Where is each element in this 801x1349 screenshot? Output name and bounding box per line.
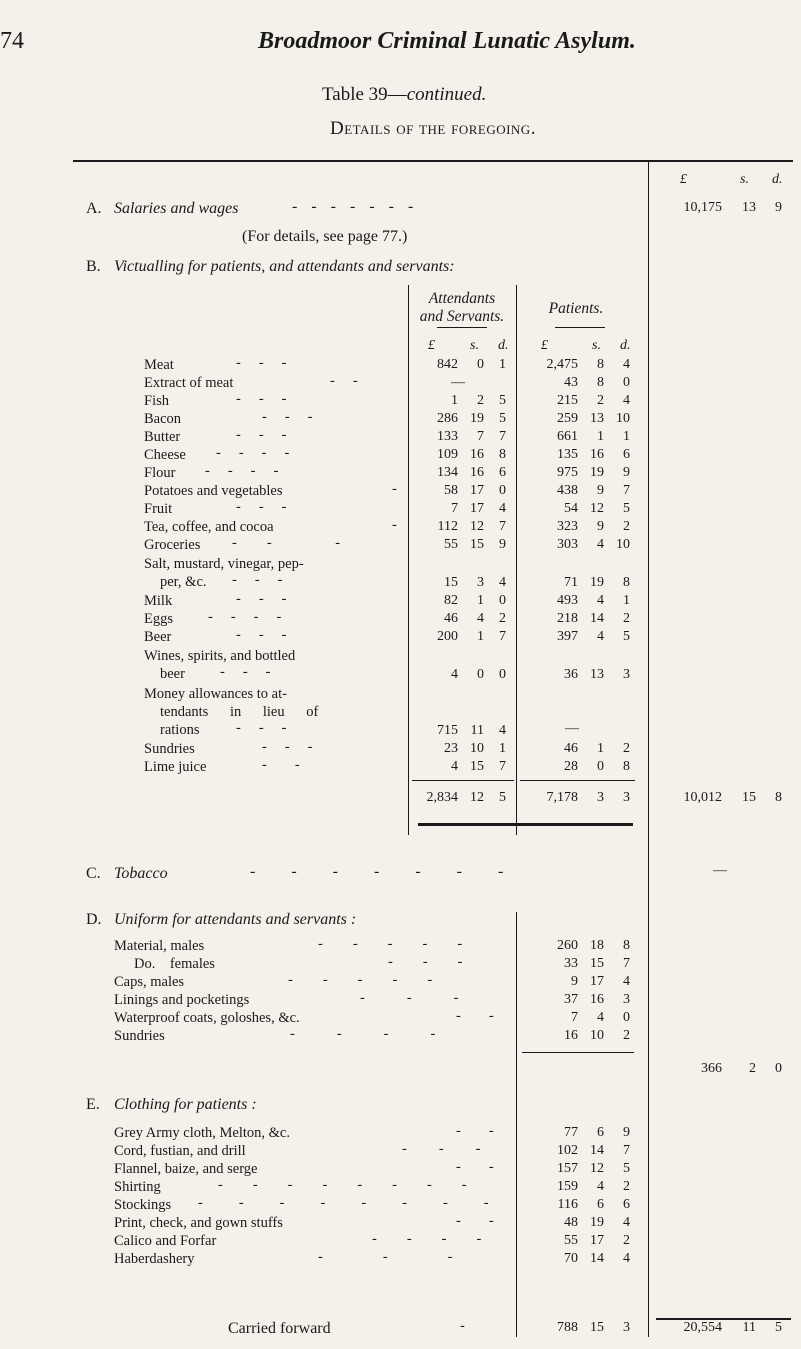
a-l: 55 xyxy=(444,537,458,552)
e-d: 6 xyxy=(623,1197,630,1212)
e-s: 14 xyxy=(590,1143,604,1158)
e-d: 5 xyxy=(623,1161,630,1176)
a-s: 7 xyxy=(477,429,484,444)
b-p-subtotal-s: 3 xyxy=(597,790,604,805)
d-d: 3 xyxy=(623,992,630,1007)
e-label: Grey Army cloth, Melton, &c. xyxy=(114,1125,290,1141)
p-l: 493 xyxy=(557,593,578,608)
d-d: 2 xyxy=(623,1028,630,1043)
e-s: 19 xyxy=(590,1215,604,1230)
p-s: 13 xyxy=(590,667,604,682)
table-title-text: Table 39— xyxy=(322,84,407,105)
dash-leader: ----- xyxy=(318,936,493,952)
carried-total-d: 5 xyxy=(775,1320,782,1335)
e-s: 17 xyxy=(590,1233,604,1248)
a-s: 11 xyxy=(470,723,484,738)
p-s: 19 xyxy=(590,465,604,480)
dash-leader: - xyxy=(460,1318,465,1334)
e-l: 70 xyxy=(564,1251,578,1266)
a-d: 1 xyxy=(499,741,506,756)
a-l: 715 xyxy=(437,723,458,738)
p-d: 2 xyxy=(623,611,630,626)
col-a-left-rule xyxy=(408,285,409,835)
p-l: 54 xyxy=(564,501,578,516)
b-a-pence: d. xyxy=(498,338,509,353)
a-l: 46 xyxy=(444,611,458,626)
dash-leader: --- xyxy=(220,664,289,680)
p-s: 19 xyxy=(590,575,604,590)
col-a-right-rule xyxy=(516,285,517,835)
e-label: Print, check, and gown stuffs xyxy=(114,1215,283,1231)
a-s: 10 xyxy=(470,741,484,756)
a-l: 109 xyxy=(437,447,458,462)
a-d: 2 xyxy=(499,611,506,626)
a-d: 5 xyxy=(499,393,506,408)
b-label: Bacon xyxy=(144,411,182,427)
b-label: Groceries xyxy=(144,537,201,553)
dash-leader: --- xyxy=(236,391,305,407)
col-attendants-header-1: Attendants xyxy=(428,290,496,307)
d-l: 37 xyxy=(564,992,578,1007)
e-d: 2 xyxy=(623,1233,630,1248)
b-label: Eggs xyxy=(144,611,173,627)
d-l: 16 xyxy=(564,1028,578,1043)
p-l: 397 xyxy=(557,629,578,644)
e-s: 6 xyxy=(597,1197,604,1212)
p-d: 8 xyxy=(623,575,630,590)
p-s: 12 xyxy=(590,501,604,516)
p-d: 0 xyxy=(623,375,630,390)
p-l: 28 xyxy=(564,759,578,774)
carried-sub-s: 15 xyxy=(590,1320,604,1335)
e-s: 14 xyxy=(590,1251,604,1266)
b-label: Wines, spirits, and bottled xyxy=(144,648,296,664)
currency-pound: £ xyxy=(680,172,687,187)
p-s: 4 xyxy=(597,537,604,552)
dash-leader: -- xyxy=(456,1008,522,1024)
p-s: 9 xyxy=(597,483,604,498)
dash-leader: -- xyxy=(456,1159,522,1175)
d-d: 4 xyxy=(623,974,630,989)
a-l: 23 xyxy=(444,741,458,756)
dash-leader: --- xyxy=(318,1249,513,1265)
b-bottom-rule xyxy=(418,823,633,826)
carried-total-l: 20,554 xyxy=(683,1320,722,1335)
total-column-rule xyxy=(648,162,649,1337)
p-d: 1 xyxy=(623,593,630,608)
b-a-subtotal-d: 5 xyxy=(499,790,506,805)
b-label: Lime juice xyxy=(144,759,207,775)
a-d: 6 xyxy=(499,465,506,480)
a-s: 1 xyxy=(477,593,484,608)
e-d: 9 xyxy=(623,1125,630,1140)
section-a-dashes: ------- xyxy=(292,198,428,215)
a-l: — xyxy=(451,375,465,390)
dash-leader: -- xyxy=(262,757,328,773)
d-s: 4 xyxy=(597,1010,604,1025)
p-d: 6 xyxy=(623,447,630,462)
a-l: 1 xyxy=(451,393,458,408)
b-label: Meat xyxy=(144,357,174,373)
d-s: 15 xyxy=(590,956,604,971)
section-c-title: Tobacco xyxy=(114,865,168,882)
d-subtotal-rule xyxy=(522,1052,634,1053)
section-a-total-d: 9 xyxy=(775,200,782,215)
b-label: Sundries xyxy=(144,741,195,757)
p-d: 8 xyxy=(623,759,630,774)
b-label: Money allowances to at- xyxy=(144,686,287,702)
b-label: Cheese xyxy=(144,447,186,463)
a-d: 7 xyxy=(499,519,506,534)
p-l: 135 xyxy=(557,447,578,462)
e-label: Shirting xyxy=(114,1179,161,1195)
p-d: 2 xyxy=(623,741,630,756)
p-l: 438 xyxy=(557,483,578,498)
b-p-subtotal-l: 7,178 xyxy=(546,790,578,805)
a-d: 4 xyxy=(499,723,506,738)
b-label: Beer xyxy=(144,629,172,645)
b-a-subtotal-l: 2,834 xyxy=(426,790,458,805)
a-d: 4 xyxy=(499,501,506,516)
table-subtitle: Details of the foregoing. xyxy=(330,118,536,139)
top-rule xyxy=(73,160,793,162)
e-d: 4 xyxy=(623,1215,630,1230)
dash-leader: --- xyxy=(232,572,301,588)
e-label: Cord, fustian, and drill xyxy=(114,1143,246,1159)
a-l: 7 xyxy=(451,501,458,516)
dash-leader: - xyxy=(392,481,397,497)
e-label: Haberdashery xyxy=(114,1251,195,1267)
dash-leader: --- xyxy=(236,591,305,607)
a-l: 134 xyxy=(437,465,458,480)
p-l: 259 xyxy=(557,411,578,426)
section-e-letter: E. xyxy=(86,1096,100,1113)
p-l: 218 xyxy=(557,611,578,626)
dash-leader: --- xyxy=(236,427,305,443)
b-label-cont: tendants in lieu of xyxy=(160,704,319,720)
dash-leader: ---- xyxy=(216,445,308,461)
p-s: 13 xyxy=(590,411,604,426)
e-l: 48 xyxy=(564,1215,578,1230)
p-d: 7 xyxy=(623,483,630,498)
currency-shillings: s. xyxy=(740,172,749,187)
p-d: 2 xyxy=(623,519,630,534)
d-label: Material, males xyxy=(114,938,205,954)
a-d: 0 xyxy=(499,593,506,608)
b-p-subtotal-d: 3 xyxy=(623,790,630,805)
e-l: 102 xyxy=(557,1143,578,1158)
p-s: 2 xyxy=(597,393,604,408)
a-s: 15 xyxy=(470,759,484,774)
table-title-continued: continued. xyxy=(406,84,487,105)
a-l: 200 xyxy=(437,629,458,644)
p-s: 8 xyxy=(597,357,604,372)
p-d: 1 xyxy=(623,429,630,444)
d-d: 8 xyxy=(623,938,630,953)
a-d: 7 xyxy=(499,759,506,774)
dash-leader: ---- xyxy=(205,463,297,479)
a-l: 15 xyxy=(444,575,458,590)
b-label: Flour xyxy=(144,465,176,481)
b-label-cont: per, &c. xyxy=(160,574,207,590)
d-s: 17 xyxy=(590,974,604,989)
a-l: 4 xyxy=(451,667,458,682)
a-d: 5 xyxy=(499,411,506,426)
e-d: 7 xyxy=(623,1143,630,1158)
b-a-subtotal-rule xyxy=(412,780,514,781)
page-number: 74 xyxy=(0,28,24,54)
a-d: 7 xyxy=(499,429,506,444)
b-label: Milk xyxy=(144,593,173,609)
p-s: 14 xyxy=(590,611,604,626)
dash-leader: - xyxy=(392,517,397,533)
dash-leader: --- xyxy=(402,1141,513,1157)
dash-leader: -------- xyxy=(198,1195,525,1211)
b-total-s: 15 xyxy=(742,790,756,805)
b-p-shillings: s. xyxy=(592,338,601,353)
e-s: 12 xyxy=(590,1161,604,1176)
a-s: 1 xyxy=(477,629,484,644)
e-l: 55 xyxy=(564,1233,578,1248)
d-l: 33 xyxy=(564,956,578,971)
dash-leader: -- xyxy=(456,1213,522,1229)
section-c-letter: C. xyxy=(86,865,101,882)
d-label: Caps, males xyxy=(114,974,185,990)
section-c-dashes: ------- xyxy=(250,863,540,880)
e-s: 4 xyxy=(597,1179,604,1194)
running-title: Broadmoor Criminal Lunatic Asylum. xyxy=(258,28,636,54)
d-s: 16 xyxy=(590,992,604,1007)
p-l: 46 xyxy=(564,741,578,756)
p-l: — xyxy=(565,721,579,736)
p-l: 36 xyxy=(564,667,578,682)
a-l: 842 xyxy=(437,357,458,372)
a-l: 4 xyxy=(451,759,458,774)
b-total-l: 10,012 xyxy=(683,790,722,805)
dash-leader: --- xyxy=(236,499,305,515)
e-l: 77 xyxy=(564,1125,578,1140)
a-d: 9 xyxy=(499,537,506,552)
d-l: 9 xyxy=(571,974,578,989)
d-label: Linings and pocketings xyxy=(114,992,250,1008)
dash-leader: --- xyxy=(236,627,305,643)
a-l: 58 xyxy=(444,483,458,498)
b-label-cont: beer xyxy=(160,666,185,682)
a-l: 82 xyxy=(444,593,458,608)
b-a-shillings: s. xyxy=(470,338,479,353)
a-d: 7 xyxy=(499,629,506,644)
p-l: 323 xyxy=(557,519,578,534)
e-d: 2 xyxy=(623,1179,630,1194)
d-l: 7 xyxy=(571,1010,578,1025)
section-b-title: Victualling for patients, and attendants and servants: xyxy=(114,258,455,275)
e-l: 157 xyxy=(557,1161,578,1176)
p-d: 4 xyxy=(623,393,630,408)
p-s: 9 xyxy=(597,519,604,534)
section-a-total-l: 10,175 xyxy=(683,200,722,215)
p-d: 3 xyxy=(623,667,630,682)
p-l: 215 xyxy=(557,393,578,408)
dash-leader: -- xyxy=(330,373,376,389)
p-l: 2,475 xyxy=(546,357,578,372)
dash-leader: --- xyxy=(262,409,331,425)
col-attendants-header-2: and Servants. xyxy=(419,308,505,325)
d-s: 18 xyxy=(590,938,604,953)
a-l: 286 xyxy=(437,411,458,426)
section-d-title: Uniform for attendants and servants : xyxy=(114,911,357,928)
d-label: Do. females xyxy=(134,956,215,972)
a-s: 15 xyxy=(470,537,484,552)
a-s: 0 xyxy=(477,357,484,372)
e-label: Flannel, baize, and serge xyxy=(114,1161,258,1177)
dash-leader: -- xyxy=(456,1123,522,1139)
dash-leader: ---- xyxy=(290,1026,478,1042)
p-s: 8 xyxy=(597,375,604,390)
p-s: 1 xyxy=(597,741,604,756)
a-d: 0 xyxy=(499,483,506,498)
d-label: Sundries xyxy=(114,1028,165,1044)
carried-sub-l: 788 xyxy=(557,1320,578,1335)
a-s: 3 xyxy=(477,575,484,590)
b-label: Salt, mustard, vinegar, pep- xyxy=(144,556,304,572)
dash-leader: --- xyxy=(262,739,331,755)
e-l: 116 xyxy=(557,1197,578,1212)
b-label: Fish xyxy=(144,393,169,409)
b-label: Potatoes and vegetables xyxy=(144,483,283,499)
section-a-letter: A. xyxy=(86,200,102,217)
section-d-letter: D. xyxy=(86,911,102,928)
b-label: Tea, coffee, and cocoa xyxy=(144,519,274,535)
a-s: 16 xyxy=(470,447,484,462)
e-s: 6 xyxy=(597,1125,604,1140)
currency-pence: d. xyxy=(772,172,783,187)
carried-sub-d: 3 xyxy=(623,1320,630,1335)
p-d: 9 xyxy=(623,465,630,480)
d-d: 7 xyxy=(623,956,630,971)
a-s: 0 xyxy=(477,667,484,682)
b-label: Fruit xyxy=(144,501,173,517)
section-a-total-s: 13 xyxy=(742,200,756,215)
dash-leader: ---- xyxy=(208,609,300,625)
d-d: 0 xyxy=(623,1010,630,1025)
dash-leader: ----- xyxy=(288,972,463,988)
dash-leader: --- xyxy=(236,720,305,736)
a-s: 4 xyxy=(477,611,484,626)
p-d: 4 xyxy=(623,357,630,372)
a-l: 112 xyxy=(437,519,458,534)
a-d: 8 xyxy=(499,447,506,462)
a-s: 2 xyxy=(477,393,484,408)
p-l: 975 xyxy=(557,465,578,480)
dash-leader: --- xyxy=(388,954,493,970)
b-p-pound: £ xyxy=(541,338,548,353)
a-d: 4 xyxy=(499,575,506,590)
d-l: 260 xyxy=(557,938,578,953)
b-total-d: 8 xyxy=(775,790,782,805)
d-total-l: 366 xyxy=(701,1061,722,1076)
a-s: 17 xyxy=(470,483,484,498)
col-a-short-rule xyxy=(437,327,487,328)
col-patients-header: Patients. xyxy=(548,300,604,317)
p-l: 71 xyxy=(564,575,578,590)
b-p-pence: d. xyxy=(620,338,631,353)
a-d: 0 xyxy=(499,667,506,682)
p-d: 10 xyxy=(616,537,630,552)
e-d: 4 xyxy=(623,1251,630,1266)
dash-leader: -- - xyxy=(232,535,371,551)
a-s: 12 xyxy=(470,519,484,534)
p-s: 1 xyxy=(597,429,604,444)
p-d: 5 xyxy=(623,501,630,516)
b-p-subtotal-rule xyxy=(520,780,635,781)
dash-leader: ---- xyxy=(372,1231,512,1247)
a-l: 133 xyxy=(437,429,458,444)
a-s: 19 xyxy=(470,411,484,426)
table-title xyxy=(322,84,486,106)
d-label: Waterproof coats, goloshes, &c. xyxy=(114,1010,300,1026)
p-l: 303 xyxy=(557,537,578,552)
e-label: Calico and Forfar xyxy=(114,1233,217,1249)
carried-forward-label: Carried forward xyxy=(228,1320,331,1337)
section-b-letter: B. xyxy=(86,258,101,275)
dash-leader: --- xyxy=(236,355,305,371)
b-label-cont2: rations xyxy=(160,722,200,738)
section-a-note: (For details, see page 77.) xyxy=(242,228,408,245)
p-l: 661 xyxy=(557,429,578,444)
p-d: 5 xyxy=(623,629,630,644)
a-s: 16 xyxy=(470,465,484,480)
p-d: 10 xyxy=(616,411,630,426)
b-a-subtotal-s: 12 xyxy=(470,790,484,805)
section-a-title: Salaries and wages xyxy=(114,200,239,217)
b-label: Butter xyxy=(144,429,181,445)
b-a-pound: £ xyxy=(428,338,435,353)
a-d: 1 xyxy=(499,357,506,372)
e-label: Stockings xyxy=(114,1197,172,1213)
p-s: 0 xyxy=(597,759,604,774)
a-s: 17 xyxy=(470,501,484,516)
p-s: 4 xyxy=(597,593,604,608)
dash-leader: --- xyxy=(360,990,501,1006)
section-e-title: Clothing for patients : xyxy=(114,1096,257,1113)
d-s: 10 xyxy=(590,1028,604,1043)
d-total-d: 0 xyxy=(775,1061,782,1076)
dash-leader: -------- xyxy=(218,1177,497,1193)
carried-total-s: 11 xyxy=(742,1320,756,1335)
d-total-s: 2 xyxy=(749,1061,756,1076)
col-p-short-rule xyxy=(555,327,605,328)
b-label: Extract of meat xyxy=(144,375,234,391)
p-l: 43 xyxy=(564,375,578,390)
e-l: 159 xyxy=(557,1179,578,1194)
p-s: 16 xyxy=(590,447,604,462)
section-c-total: — xyxy=(713,863,727,878)
p-s: 4 xyxy=(597,629,604,644)
